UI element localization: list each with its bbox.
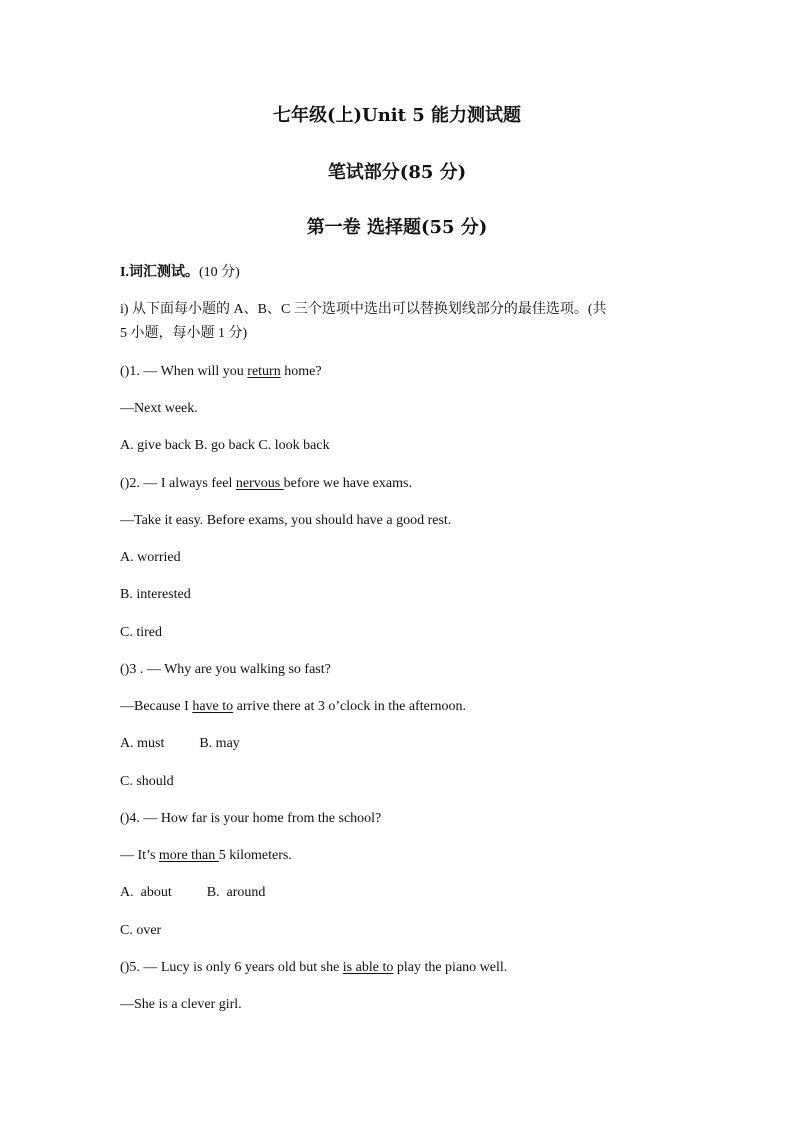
part1-heading-label: I.词汇测试。 (120, 265, 199, 280)
written-part-title: 笔试部分(85 分) (327, 162, 467, 183)
question-2-reply: —Take it easy. Before exams, you should have a good rest. (120, 513, 452, 528)
question-5-underlined: is able to (342, 960, 394, 975)
question-2-pre: ()2. — I always feel (120, 476, 236, 491)
question-1-post: home? (280, 364, 322, 379)
instruction-line-1: i) 从下面每小题的 A、B、C 三个选项中选出可以替换划线部分的最佳选项。(共 (120, 302, 607, 317)
question-3: ()3 . — Why are you walking so fast? (120, 662, 331, 677)
question-2-option-a: A. worried (120, 550, 181, 565)
section-title: 第一卷 选择题(55 分) (306, 217, 488, 238)
question-5-reply: —She is a clever girl. (120, 997, 242, 1012)
question-1-pre: ()1. — When will you (120, 364, 248, 379)
part1-heading-score: (10 分) (198, 265, 240, 280)
question-5-pre: ()5. — Lucy is only 6 years old but she (120, 960, 343, 975)
question-3-options-ab: A. must B. may (120, 736, 240, 751)
question-1-reply: —Next week. (120, 401, 198, 416)
question-4: ()4. — How far is your home from the school? (120, 811, 382, 826)
question-2-option-b: B. interested (120, 587, 191, 602)
question-3-option-c: C. should (120, 774, 174, 789)
question-4-reply (120, 845, 680, 867)
question-4-option-c: C. over (120, 923, 162, 938)
question-2 (120, 473, 680, 495)
question-2-option-c: C. tired (120, 625, 162, 640)
question-2-underlined: nervous (235, 476, 284, 491)
question-2-post: before we have exams. (283, 476, 412, 491)
question-3-reply-post: arrive there at 3 o’clock in the afternoon. (233, 699, 466, 714)
question-1-options: A. give back B. go back C. look back (120, 438, 330, 453)
instruction-line-2: 5 小题，每小题 1 分) (120, 326, 248, 341)
question-3-underlined: have to (192, 699, 234, 714)
question-1-underlined: return (247, 364, 281, 379)
question-3-reply-pre: —Because I (120, 699, 193, 714)
question-4-reply-pre: — It’s (120, 848, 159, 863)
question-1 (120, 361, 680, 383)
question-4-reply-post: 5 kilometers. (218, 848, 292, 863)
question-4-underlined: more than (158, 848, 219, 863)
question-4-options-ab: A. about B. around (120, 885, 266, 900)
exam-title: 七年级(上)Unit 5 能力测试题 (272, 105, 522, 126)
part1-heading (120, 262, 680, 284)
question-5 (120, 957, 680, 979)
question-3-reply (120, 696, 680, 718)
question-5-post: play the piano well. (393, 960, 508, 975)
